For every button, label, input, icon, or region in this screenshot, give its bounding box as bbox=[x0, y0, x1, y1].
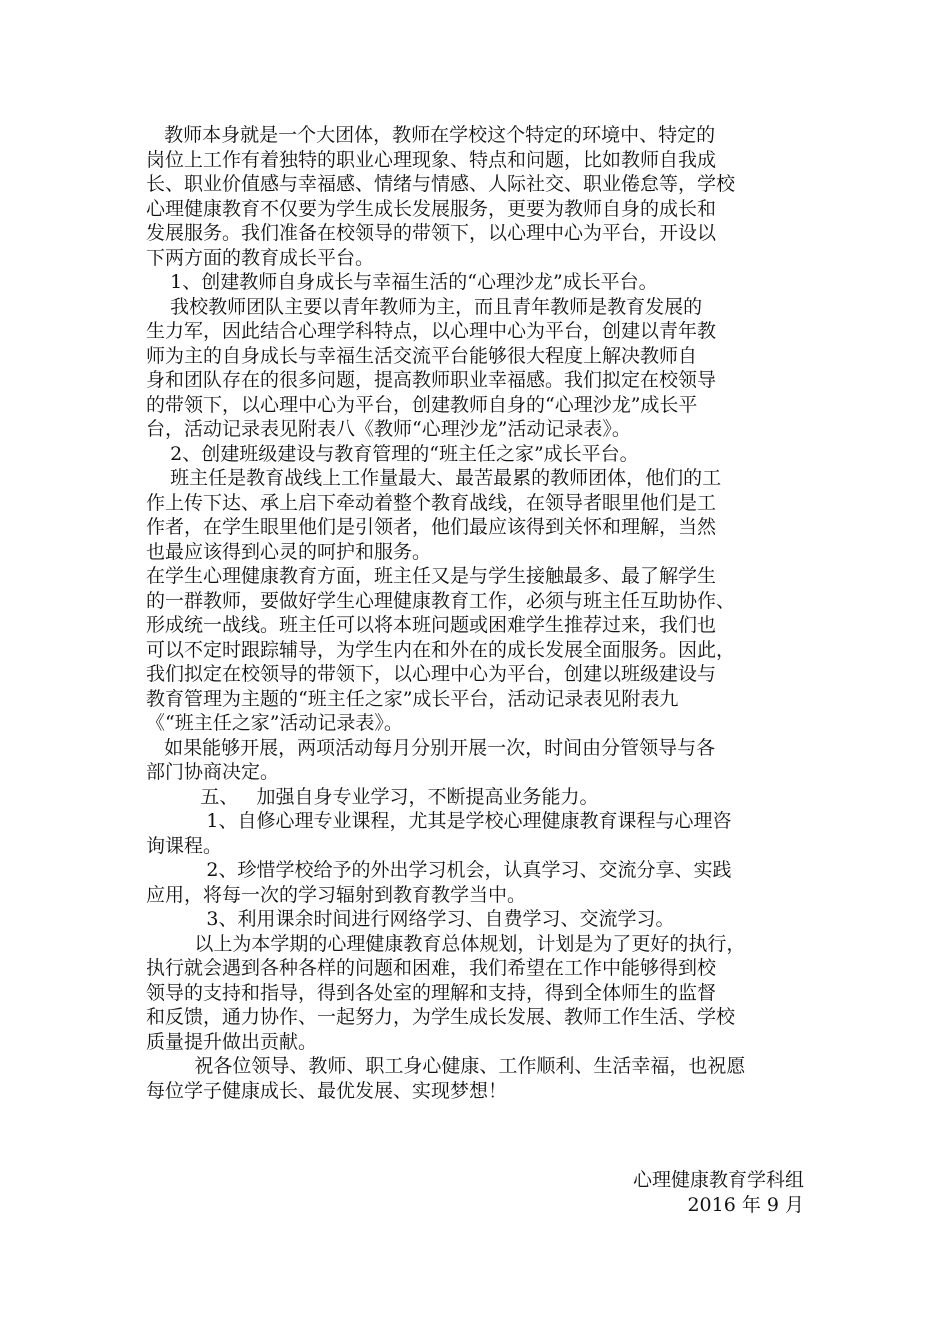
signature-org: 心理健康教育学科组 bbox=[632, 1169, 804, 1191]
text-line: 1、创建教师自身成长与幸福生活的“心理沙龙”成长平台。 bbox=[146, 271, 658, 293]
text-line: 作者，在学生眼里他们是引领者，他们最应该得到关怀和理解，当然 bbox=[146, 516, 717, 538]
text-line: 长、职业价值感与幸福感、情绪与情感、人际社交、职业倦怠等，学校 bbox=[146, 173, 736, 195]
text-line: 岗位上工作有着独特的职业心理现象、特点和问题，比如教师自我成 bbox=[146, 148, 717, 171]
text-line: 下两方面的教育成长平台。 bbox=[146, 246, 375, 269]
text-line: 应用，将每一次的学习辐射到教育教学当中。 bbox=[146, 883, 527, 906]
text-line: 的带领下，以心理中心为平台，创建教师自身的“心理沙龙”成长平 bbox=[146, 393, 698, 416]
text-line: 2、创建班级建设与教育管理的“班主任之家”成长平台。 bbox=[146, 442, 639, 465]
signature-block bbox=[404, 1168, 804, 1217]
text-line: 祝各位领导、教师、职工身心健康、工作顺利、生活幸福，也祝愿 bbox=[146, 1055, 746, 1077]
text-line: 师为主的自身成长与幸福生活交流平台能够很大程度上解决教师自 bbox=[146, 344, 698, 367]
text-line: 心理健康教育不仅要为学生成长发展服务，更要为教师自身的成长和 bbox=[146, 197, 717, 220]
text-line: 1、自修心理专业课程，尤其是学校心理健康教育课程与心理咨 bbox=[146, 810, 732, 832]
text-line: 《“班主任之家”活动记录表》。 bbox=[146, 712, 403, 734]
text-line: 教育管理为主题的“班主任之家”成长平台，活动记录表见附表九 bbox=[146, 687, 679, 710]
text-line: 质量提升做出贡献。 bbox=[146, 1030, 318, 1053]
text-line: 也最应该得到心灵的呵护和服务。 bbox=[146, 540, 432, 563]
text-line: 和反馈，通力协作、一起努力，为学生成长发展、教师工作生活、学校 bbox=[146, 1006, 736, 1028]
text-line: 询课程。 bbox=[146, 834, 223, 857]
text-line: 台，活动记录表见附表八《教师“心理沙龙”活动记录表》。 bbox=[146, 418, 631, 440]
text-line: 如果能够开展，两项活动每月分别开展一次，时间由分管领导与各 bbox=[146, 736, 716, 759]
text-line: 每位学子健康成长、最优发展、实现梦想！ bbox=[146, 1079, 508, 1102]
text-line: 班主任是教育战线上工作量最大、最苦最累的教师团体，他们的工 bbox=[146, 467, 722, 489]
text-line: 3、利用课余时间进行网络学习、自费学习、交流学习。 bbox=[146, 908, 675, 930]
text-line: 形成统一战线。班主任可以将本班问题或困难学生推荐过来，我们也 bbox=[146, 614, 717, 636]
text-line: 执行就会遇到各种各样的问题和困难，我们希望在工作中能够得到校 bbox=[146, 957, 717, 979]
text-line: 我们拟定在校领导的带领下，以心理中心为平台，创建以班级建设与 bbox=[146, 663, 717, 685]
text-line: 在学生心理健康教育方面，班主任又是与学生接触最多、最了解学生 bbox=[146, 565, 717, 587]
text-line: 发展服务。我们准备在校领导的带领下，以心理中心为平台，开设以 bbox=[146, 222, 717, 244]
text-line: 可以不定时跟踪辅导，为学生内在和外在的成长发展全面服务。因此， bbox=[146, 638, 736, 661]
signature-date: 2016 年 9 月 bbox=[687, 1193, 804, 1216]
text-line: 部门协商决定。 bbox=[146, 761, 280, 783]
text-line: 领导的支持和指导，得到各处室的理解和支持，得到全体师生的监督 bbox=[146, 981, 717, 1004]
text-line: 生力军，因此结合心理学科特点，以心理中心为平台，创建以青年教 bbox=[146, 320, 717, 342]
text-line: 的一群教师，要做好学生心理健康教育工作，必须与班主任互助协作、 bbox=[146, 589, 736, 612]
text-line: 五、 加强自身专业学习，不断提高业务能力。 bbox=[146, 785, 599, 808]
text-line: 身和团队存在的很多问题，提高教师职业幸福感。我们拟定在校领导 bbox=[146, 369, 717, 391]
text-line: 教师本身就是一个大团体，教师在学校这个特定的环境中、特定的 bbox=[146, 124, 716, 146]
document-body bbox=[146, 123, 818, 1103]
text-line: 2、珍惜学校给予的外出学习机会，认真学习、交流分享、实践 bbox=[146, 859, 732, 881]
text-line: 作上传下达、承上启下牵动着整个教育战线，在领导者眼里他们是工 bbox=[146, 491, 717, 514]
text-line: 我校教师团队主要以青年教师为主，而且青年教师是教育发展的 bbox=[146, 295, 703, 318]
text-line: 以上为本学期的心理健康教育总体规划，计划是为了更好的执行， bbox=[146, 932, 746, 955]
